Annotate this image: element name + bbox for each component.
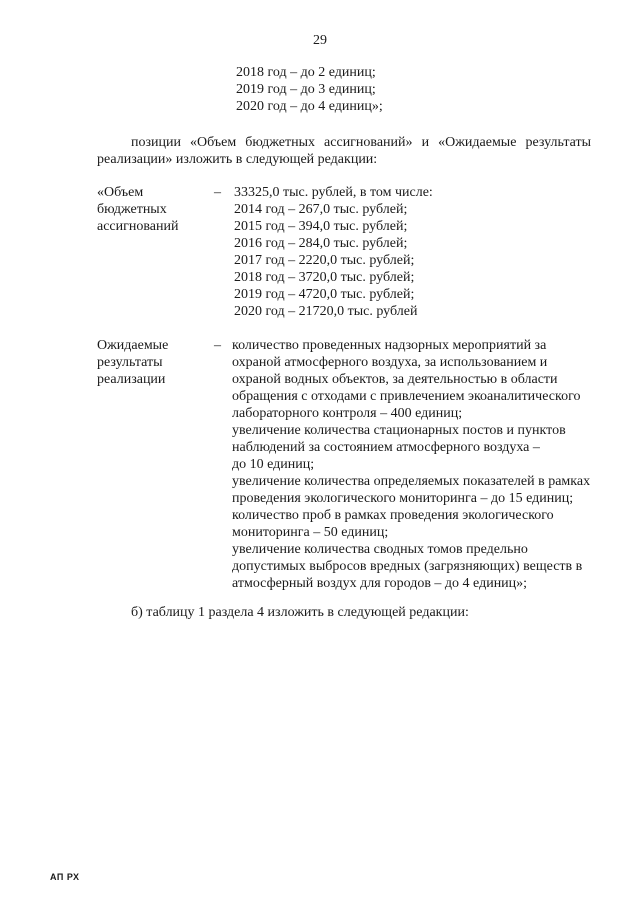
results-line: наблюдений за состоянием атмосферного воздуха – xyxy=(232,440,540,455)
results-line: количество проведенных надзорных мероприятий за xyxy=(232,338,547,353)
results-line: мониторинга – 50 единиц; xyxy=(232,525,389,540)
results-line: атмосферный воздух для городов – до 4 единиц»; xyxy=(232,576,528,591)
text-line: 2020 год – до 4 единиц»; xyxy=(236,99,383,114)
budget-line: 2018 год – 3720,0 тыс. рублей; xyxy=(234,270,415,285)
results-label-line: Ожидаемые xyxy=(97,338,169,353)
budget-label-line: ассигнований xyxy=(97,219,179,234)
budget-line: 2020 год – 21720,0 тыс. рублей xyxy=(234,304,418,319)
results-line: охраной водных объектов, за деятельностью в области xyxy=(232,372,558,387)
results-line: обращения с отходами с привлечением экоаналитического xyxy=(232,389,581,404)
text-line: 2019 год – до 3 единиц; xyxy=(236,82,376,97)
budget-label xyxy=(97,184,178,235)
budget-label-line: бюджетных xyxy=(97,202,167,217)
results-label xyxy=(97,337,168,388)
results-line: количество проб в рамках проведения экологического xyxy=(232,508,554,523)
results-line: увеличение количества определяемых показателей в рамках xyxy=(232,474,591,489)
results-line: охраной атмосферного воздуха, за использованием и xyxy=(232,355,548,370)
budget-line: 2017 год – 2220,0 тыс. рублей; xyxy=(234,253,415,268)
results-line: увеличение количества стационарных постов и пунктов xyxy=(232,423,566,438)
intro-line-2: реализации» изложить в следующей редакции: xyxy=(97,152,378,167)
top-lines xyxy=(236,64,383,115)
budget-line: 2014 год – 267,0 тыс. рублей; xyxy=(234,202,408,217)
budget-list xyxy=(234,184,433,320)
budget-line: 2015 год – 394,0 тыс. рублей; xyxy=(234,219,408,234)
results-line: увеличение количества сводных томов предельно xyxy=(232,542,528,557)
budget-line: 2019 год – 4720,0 тыс. рублей; xyxy=(234,287,415,302)
intro-line-1: позиции «Объем бюджетных ассигнований» и «Ожидаемые результаты xyxy=(131,135,591,150)
intro-paragraph xyxy=(97,134,591,168)
results-line: лабораторного контроля – 400 единиц; xyxy=(232,406,463,421)
budget-label-line: «Объем xyxy=(97,185,144,200)
footer-code: АП РХ xyxy=(50,872,80,882)
results-line: проведения экологического мониторинга – до 15 единиц; xyxy=(232,491,574,506)
results-line: допустимых выбросов вредных (загрязняющих) веществ в xyxy=(232,559,583,574)
final-paragraph: б) таблицу 1 раздела 4 изложить в следующей редакции: xyxy=(131,605,469,620)
results-line: до 10 единиц; xyxy=(232,457,315,472)
budget-line: 33325,0 тыс. рублей, в том числе: xyxy=(234,185,433,200)
page-number: 29 xyxy=(313,33,327,48)
budget-line: 2016 год – 284,0 тыс. рублей; xyxy=(234,236,408,251)
results-label-line: реализации xyxy=(97,372,166,387)
text-line: 2018 год – до 2 единиц; xyxy=(236,65,376,80)
budget-dash: – xyxy=(214,185,221,200)
results-list xyxy=(232,337,590,592)
results-label-line: результаты xyxy=(97,355,163,370)
results-dash: – xyxy=(214,338,221,353)
